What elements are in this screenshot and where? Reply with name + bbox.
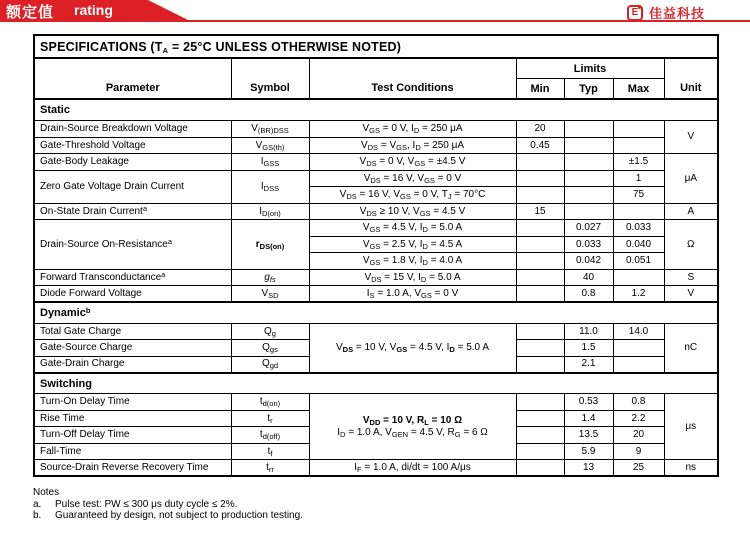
cell-sym: $t_{d(off)}$ bbox=[231, 427, 309, 444]
cell-min bbox=[516, 356, 564, 373]
cell-sym: $I_{DSS}$ bbox=[231, 170, 309, 203]
cell-max bbox=[613, 137, 664, 154]
spec-table bbox=[33, 34, 719, 477]
cell-max bbox=[613, 356, 664, 373]
cell-cond: $V_{DS} = 16$ V, $V_{GS} = 0$ V, $T_J = 70^\circ C$ bbox=[309, 187, 516, 204]
cell-max: 1 bbox=[613, 170, 664, 187]
table-row bbox=[34, 121, 718, 138]
cell-max: 0.051 bbox=[613, 253, 664, 270]
cell-param: Drain-Source On-Resistance$^a$ bbox=[34, 220, 231, 270]
cell-min bbox=[516, 286, 564, 303]
cell-sym: $V_{(BR)DSS}$ bbox=[231, 121, 309, 138]
cell-cond: $V_{GS} = 1.8$ V, $I_D = 4.0$ A bbox=[309, 253, 516, 270]
cell-cond: $V_{DS} \ge 10$ V, $V_{GS} = 4.5$ V bbox=[309, 203, 516, 220]
cell-max: 75 bbox=[613, 187, 664, 204]
cell-typ: 0.8 bbox=[564, 286, 613, 303]
logo-e-icon bbox=[627, 5, 643, 21]
cell-param: Forward Transconductance$^a$ bbox=[34, 269, 231, 286]
cell-max: 0.040 bbox=[613, 236, 664, 253]
cell-min bbox=[516, 236, 564, 253]
cell-unit: Ω bbox=[664, 220, 718, 270]
cell-min bbox=[516, 187, 564, 204]
cell-param: Fall-Time bbox=[34, 443, 231, 460]
cell-sym: $I_{GSS}$ bbox=[231, 154, 309, 171]
cell-param: On-State Drain Current$^a$ bbox=[34, 203, 231, 220]
cell-min bbox=[516, 220, 564, 237]
table-row bbox=[34, 286, 718, 303]
table-row bbox=[34, 323, 718, 340]
col-header-typ: Typ bbox=[564, 79, 613, 100]
cell-typ: 0.033 bbox=[564, 236, 613, 253]
cell-cond: $V_{DS} = 16$ V, $V_{GS} = 0$ V bbox=[309, 170, 516, 187]
cell-param: Source-Drain Reverse Recovery Time bbox=[34, 460, 231, 477]
cell-min: 15 bbox=[516, 203, 564, 220]
cell-param: Total Gate Charge bbox=[34, 323, 231, 340]
table-row bbox=[34, 269, 718, 286]
note-label-a: a. bbox=[33, 498, 42, 510]
cell-sym: $Q_{gs}$ bbox=[231, 340, 309, 357]
cell-cond: $V_{GS} = 0$ V, $I_D = 250$ μA bbox=[309, 121, 516, 138]
cell-sym: $t_{rr}$ bbox=[231, 460, 309, 477]
section-label: Dynamic$^b$ bbox=[34, 302, 718, 323]
cell-min bbox=[516, 443, 564, 460]
header-row-1 bbox=[34, 58, 718, 79]
cell-typ bbox=[564, 187, 613, 204]
note-label-b: b. bbox=[33, 510, 42, 521]
cell-typ bbox=[564, 137, 613, 154]
cell-max: ±1.5 bbox=[613, 154, 664, 171]
cell-cond: $V_{DS} = 15$ V, $I_D = 5.0$ A bbox=[309, 269, 516, 286]
cell-typ bbox=[564, 203, 613, 220]
table-row bbox=[34, 394, 718, 411]
table-title: SPECIFICATIONS ($T_A = 25^\circ C$ UNLESS OTHERWISE NOTED) bbox=[34, 35, 718, 58]
section-label: Static bbox=[34, 99, 718, 120]
cell-sym: $V_{GS(th)}$ bbox=[231, 137, 309, 154]
table-title-row bbox=[34, 35, 718, 58]
cell-max: 9 bbox=[613, 443, 664, 460]
cell-min bbox=[516, 269, 564, 286]
cell-max bbox=[613, 203, 664, 220]
cell-typ: 11.0 bbox=[564, 323, 613, 340]
cell-min bbox=[516, 154, 564, 171]
cell-typ: 0.042 bbox=[564, 253, 613, 270]
cell-min bbox=[516, 427, 564, 444]
cell-sym: $Q_{gd}$ bbox=[231, 356, 309, 373]
cell-min: 0.45 bbox=[516, 137, 564, 154]
cell-min bbox=[516, 410, 564, 427]
cell-typ: 1.5 bbox=[564, 340, 613, 357]
cell-sym: $r_{DS(on)}$ bbox=[231, 220, 309, 270]
col-header-test-conditions: Test Conditions bbox=[309, 58, 516, 99]
cell-param: Diode Forward Voltage bbox=[34, 286, 231, 303]
banner-title-english: rating bbox=[74, 2, 113, 18]
col-header-symbol: Symbol bbox=[231, 58, 309, 99]
company-name: 佳益科技 bbox=[649, 6, 706, 21]
company-logo bbox=[627, 3, 705, 22]
cell-typ: 0.027 bbox=[564, 220, 613, 237]
cell-typ: 5.9 bbox=[564, 443, 613, 460]
cell-sym: $t_{d(on)}$ bbox=[231, 394, 309, 411]
condition-line: $V_{DD} = 10$ V, $R_L = 10$ Ω bbox=[362, 415, 463, 428]
cell-sym: $g_{fs}$ bbox=[231, 269, 309, 286]
section-row bbox=[34, 99, 718, 120]
col-header-unit: Unit bbox=[664, 58, 718, 99]
cell-param: Rise Time bbox=[34, 410, 231, 427]
cell-typ bbox=[564, 121, 613, 138]
cell-typ: 13.5 bbox=[564, 427, 613, 444]
note-text-a: Pulse test: PW ≤ 300 μs duty cycle ≤ 2%. bbox=[55, 498, 238, 510]
cell-cond: $V_{DS} = 10$ V, $V_{GS} = 4.5$ V, $I_D = 5.0$ A bbox=[309, 323, 516, 373]
cell-typ bbox=[564, 170, 613, 187]
cell-sym: $I_{D(on)}$ bbox=[231, 203, 309, 220]
cell-cond bbox=[309, 394, 516, 460]
cell-cond: $V_{DS} = 0$ V, $V_{GS} = \pm 4.5$ V bbox=[309, 154, 516, 171]
col-header-max: Max bbox=[613, 79, 664, 100]
cell-sym: $t_f$ bbox=[231, 443, 309, 460]
cell-param: Turn-Off Delay Time bbox=[34, 427, 231, 444]
cell-max: 25 bbox=[613, 460, 664, 477]
spec-table-body bbox=[34, 99, 718, 476]
col-header-limits: Limits bbox=[516, 58, 664, 79]
cell-typ: 13 bbox=[564, 460, 613, 477]
cell-min bbox=[516, 394, 564, 411]
banner-title-chinese: 额定值 bbox=[6, 4, 55, 21]
cell-unit: V bbox=[664, 121, 718, 154]
notes-block bbox=[33, 487, 303, 522]
condition-line: $I_D = 1.0$ A, $V_{GEN} = 4.5$ V, $R_G = 6$ Ω bbox=[337, 426, 488, 439]
cell-max: 14.0 bbox=[613, 323, 664, 340]
cell-unit: S bbox=[664, 269, 718, 286]
cell-typ: 40 bbox=[564, 269, 613, 286]
cell-typ bbox=[564, 154, 613, 171]
cell-unit: ns bbox=[664, 460, 718, 477]
cell-cond: $V_{GS} = 2.5$ V, $I_D = 4.5$ A bbox=[309, 236, 516, 253]
cell-min bbox=[516, 340, 564, 357]
notes-title: Notes bbox=[33, 487, 60, 498]
cell-max: 1.2 bbox=[613, 286, 664, 303]
note-line-a bbox=[33, 499, 303, 511]
cell-max bbox=[613, 340, 664, 357]
cell-min bbox=[516, 170, 564, 187]
col-header-parameter: Parameter bbox=[34, 58, 231, 99]
cell-cond: $I_F = 1.0$ A, di/dt = 100 A/μs bbox=[309, 460, 516, 477]
cell-min bbox=[516, 253, 564, 270]
table-row bbox=[34, 170, 718, 187]
cell-param: Zero Gate Voltage Drain Current bbox=[34, 170, 231, 203]
cell-min bbox=[516, 460, 564, 477]
cell-min bbox=[516, 323, 564, 340]
table-row bbox=[34, 154, 718, 171]
cell-typ: 1.4 bbox=[564, 410, 613, 427]
cell-max: 0.033 bbox=[613, 220, 664, 237]
cell-cond: $I_S = 1.0$ A, $V_{GS} = 0$ V bbox=[309, 286, 516, 303]
cell-param: Drain-Source Breakdown Voltage bbox=[34, 121, 231, 138]
table-row bbox=[34, 460, 718, 477]
cell-typ: 0.53 bbox=[564, 394, 613, 411]
cell-param: Gate-Source Charge bbox=[34, 340, 231, 357]
section-row bbox=[34, 373, 718, 394]
col-header-min: Min bbox=[516, 79, 564, 100]
cell-min: 20 bbox=[516, 121, 564, 138]
table-row bbox=[34, 220, 718, 237]
cell-sym: $V_{SD}$ bbox=[231, 286, 309, 303]
cell-cond: $V_{GS} = 4.5$ V, $I_D = 5.0$ A bbox=[309, 220, 516, 237]
cell-unit: μs bbox=[664, 394, 718, 460]
cell-cond: $V_{DS} = V_{GS}$, $I_D = 250$ μA bbox=[309, 137, 516, 154]
cell-param: Gate-Threshold Voltage bbox=[34, 137, 231, 154]
cell-unit: V bbox=[664, 286, 718, 303]
cell-max: 20 bbox=[613, 427, 664, 444]
note-line-b bbox=[33, 510, 303, 522]
cell-max: 0.8 bbox=[613, 394, 664, 411]
cell-param: Gate-Drain Charge bbox=[34, 356, 231, 373]
cell-max: 2.2 bbox=[613, 410, 664, 427]
cell-max bbox=[613, 269, 664, 286]
cell-unit: nC bbox=[664, 323, 718, 373]
note-text-b: Guaranteed by design, not subject to production testing. bbox=[55, 510, 303, 521]
logo-dot bbox=[638, 6, 641, 9]
cell-max bbox=[613, 121, 664, 138]
cell-sym: $t_r$ bbox=[231, 410, 309, 427]
cell-unit: A bbox=[664, 203, 718, 220]
section-row bbox=[34, 302, 718, 323]
logo-letter: E bbox=[631, 7, 639, 18]
cell-typ: 2.1 bbox=[564, 356, 613, 373]
table-row bbox=[34, 137, 718, 154]
cell-param: Turn-On Delay Time bbox=[34, 394, 231, 411]
cell-param: Gate-Body Leakage bbox=[34, 154, 231, 171]
cell-unit: μA bbox=[664, 154, 718, 204]
table-row bbox=[34, 203, 718, 220]
section-label: Switching bbox=[34, 373, 718, 394]
cell-sym: $Q_g$ bbox=[231, 323, 309, 340]
